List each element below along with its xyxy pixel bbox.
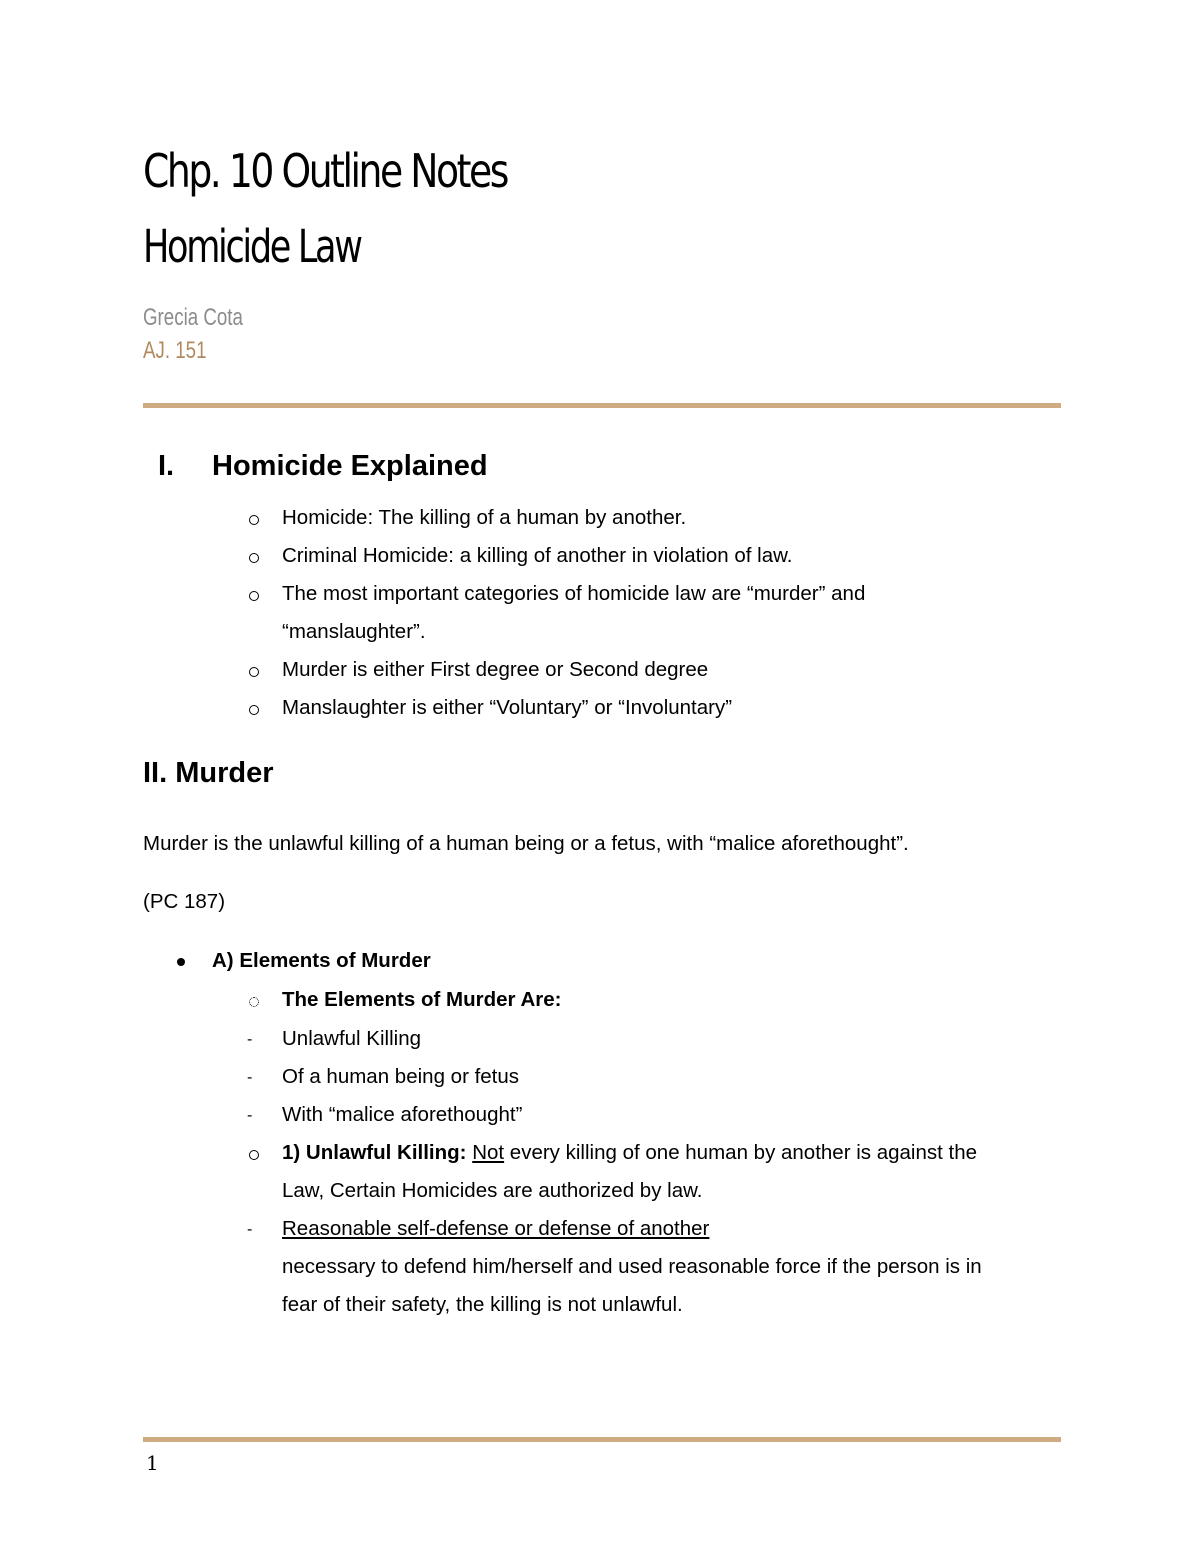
bullet-circle-icon	[249, 997, 259, 1007]
section1-numeral: I.	[158, 450, 175, 482]
document-title: Chp. 10 Outline Notes	[143, 144, 507, 198]
bullet-circle-icon	[249, 1150, 259, 1160]
dash-bullet-icon: -	[247, 1069, 253, 1086]
list-item: Unlawful Killing	[282, 1027, 422, 1050]
page-number: 1	[146, 1451, 159, 1475]
defense-heading: Reasonable self-defense or defense of another	[282, 1217, 710, 1240]
list-item: Homicide: The killing of a human by another.	[282, 506, 687, 529]
bullet-dot-icon	[177, 958, 185, 966]
bullet-circle-icon	[249, 553, 259, 563]
list-item: With “malice aforethought”	[282, 1103, 523, 1126]
bullet-circle-icon	[249, 591, 259, 601]
elements-subheading: The Elements of Murder Are:	[282, 988, 562, 1011]
murder-definition: Murder is the unlawful killing of a human being or a fetus, with “malice aforethought”.	[143, 832, 909, 855]
elements-heading: A) Elements of Murder	[212, 949, 431, 972]
section1-heading: Homicide Explained	[212, 450, 488, 482]
defense-text: necessary to defend him/herself and used reasonable force if the person is in	[282, 1255, 982, 1278]
section2-heading: II. Murder	[143, 757, 274, 789]
list-item-continuation: “manslaughter”.	[282, 620, 426, 643]
unlawful-killing-label: 1) Unlawful Killing:	[282, 1141, 467, 1164]
dash-bullet-icon: -	[247, 1031, 253, 1048]
dash-bullet-icon: -	[247, 1221, 253, 1238]
list-item: The most important categories of homicide law are “murder” and	[282, 582, 866, 605]
dash-bullet-icon: -	[247, 1107, 253, 1124]
footer-divider	[143, 1437, 1061, 1442]
list-item-continuation: Law, Certain Homicides are authorized by law.	[282, 1179, 703, 1202]
list-item: Manslaughter is either “Voluntary” or “Involuntary”	[282, 696, 733, 719]
document-subtitle: Homicide Law	[143, 220, 361, 273]
list-item: Criminal Homicide: a killing of another in violation of law.	[282, 544, 793, 567]
bullet-circle-icon	[249, 667, 259, 677]
unlawful-killing-item	[282, 1143, 977, 1164]
emphasis-not: Not	[472, 1141, 505, 1164]
list-item: Murder is either First degree or Second degree	[282, 658, 709, 681]
header-divider	[143, 403, 1061, 408]
bullet-circle-icon	[249, 515, 259, 525]
author-name: Grecia Cota	[143, 304, 243, 331]
bullet-circle-icon	[249, 705, 259, 715]
list-item: Of a human being or fetus	[282, 1065, 520, 1088]
unlawful-killing-text: every killing of one human by another is against the	[504, 1141, 978, 1164]
course-code: AJ. 151	[143, 337, 207, 364]
defense-text: fear of their safety, the killing is not unlawful.	[282, 1293, 683, 1316]
penal-code-citation: (PC 187)	[143, 890, 226, 913]
